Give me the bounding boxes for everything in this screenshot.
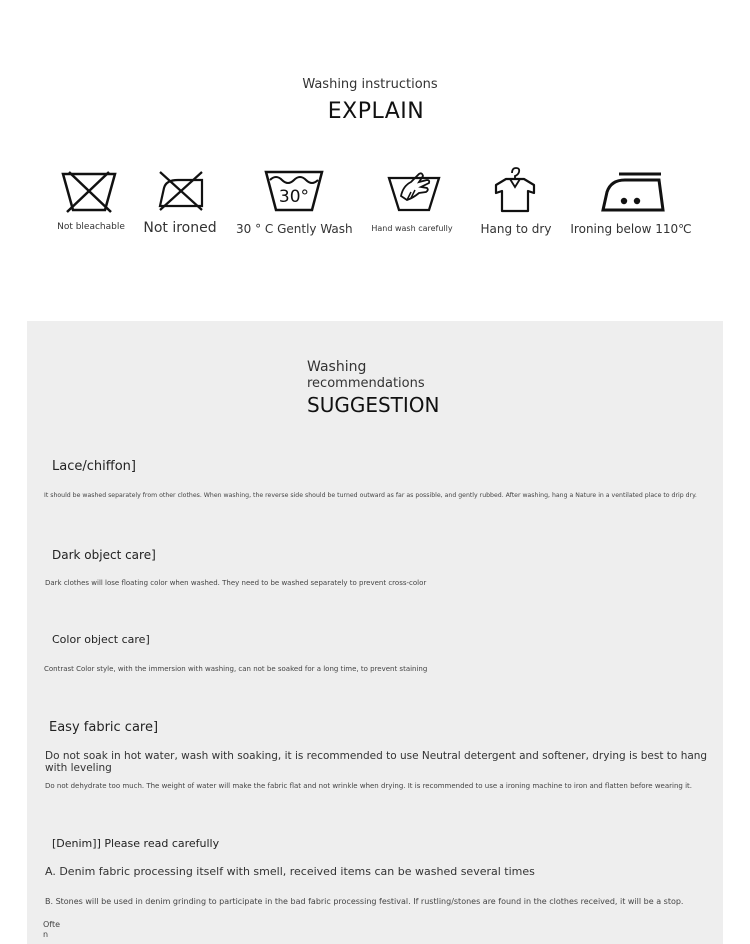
wash-30-icon-text: 30° bbox=[278, 187, 310, 207]
section-easy-title: Easy fabric care] bbox=[49, 720, 159, 735]
section-dark-title: Dark object care] bbox=[52, 548, 156, 562]
section-denim-point-b: B. Stones will be used in denim grinding to participate in the bad fabric processing festival. If rustling/stones are found in the clothes received, it will be a stop. bbox=[45, 897, 684, 906]
iron-low-label: Ironing below 110℃ bbox=[570, 222, 692, 236]
no-iron-icon bbox=[156, 170, 206, 212]
hand-wash-icon bbox=[387, 168, 441, 214]
suggestion-title: SUGGESTION bbox=[307, 393, 440, 417]
wash-30-icon bbox=[264, 168, 324, 214]
wash-30-label: 30 ° C Gently Wash bbox=[236, 222, 353, 236]
section-color-title: Color object care] bbox=[52, 633, 150, 646]
section-denim-trailing-1: Ofte bbox=[43, 920, 61, 929]
section-denim-title: [Denim]] Please read carefully bbox=[52, 837, 220, 850]
suggestion-panel bbox=[27, 321, 723, 944]
suggestion-subtitle-line2: recommendations bbox=[307, 376, 425, 391]
section-dark-text: Dark clothes will lose floating color when washed. They need to be washed separately to prevent cross-color bbox=[45, 579, 427, 587]
no-iron-label: Not ironed bbox=[143, 220, 217, 236]
section-lace-text: It should be washed separately from other clothes. When washing, the reverse side should be turned outward as far as possible, and gently rubbed. After washing, hang a Nature in a ventilated place to drip dry. bbox=[44, 492, 697, 499]
section-subtitle: Washing instructions bbox=[302, 77, 438, 92]
hang-dry-icon bbox=[494, 167, 536, 213]
hand-wash-label: Hand wash carefully bbox=[371, 224, 453, 233]
section-lace-title: Lace/chiffon] bbox=[52, 459, 136, 474]
no-bleach-icon bbox=[61, 168, 117, 214]
section-easy-main: Do not soak in hot water, wash with soaking, it is recommended to use Neutral detergent and softener, drying is best to hang with leveling bbox=[45, 750, 708, 774]
no-bleach-label: Not bleachable bbox=[57, 222, 125, 232]
hang-dry-label: Hang to dry bbox=[480, 222, 552, 236]
section-denim-trailing-2: n bbox=[43, 930, 49, 939]
iron-low-icon bbox=[601, 170, 665, 214]
section-easy-text: Do not dehydrate too much. The weight of water will make the fabric flat and not wrinkle when drying. It is recommended to use a ironing machine to iron and flatten before wearing it. bbox=[45, 782, 692, 790]
section-title: EXPLAIN bbox=[327, 99, 425, 124]
section-denim-point-a: A. Denim fabric processing itself with smell, received items can be washed several times bbox=[45, 865, 535, 878]
suggestion-subtitle-line1: Washing bbox=[307, 359, 367, 375]
section-color-text: Contrast Color style, with the immersion with washing, can not be soaked for a long time, to prevent staining bbox=[44, 665, 428, 673]
